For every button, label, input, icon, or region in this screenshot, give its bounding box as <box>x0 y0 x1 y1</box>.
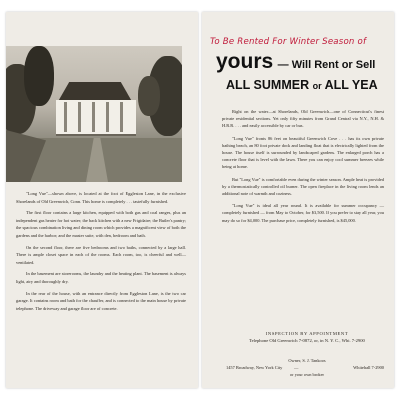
headline-main: yours <box>216 50 274 73</box>
subheadline <box>226 78 378 92</box>
address: 1457 Broadway, New York City <box>226 365 283 370</box>
owner-contact <box>222 357 392 378</box>
right-body-text <box>222 108 384 229</box>
subhead-part: ALL YEA <box>321 78 378 92</box>
inspection-phone: Telephone Old Greenwich 7-0872, or, in N. Y. C., Whi. 7-2900 <box>249 338 365 343</box>
headline <box>216 50 375 74</box>
right-page <box>202 12 394 388</box>
house-facade <box>56 100 136 136</box>
house-photo <box>6 46 182 182</box>
tree <box>24 46 54 106</box>
paragraph: The first floor contains a large kitchen, equipped with both gas and coal ranges, plus an independent gas heater for hot water; the back kitchen with a new Frigidaire; the Butler's pantry; the spacious combination living and dining room which provides a magnificent view of both the gardens and the harbor; and the master suite, with den, bedroom and bath. <box>16 210 186 238</box>
broker-line: or your own broker <box>289 372 325 377</box>
paragraph: But "Long Vue" is comfortable even during the winter season. Ample heat is provided by a thermostatically controlled oil burner. The open fireplace in the living room lends an additional note of warmth and coziness. <box>222 176 384 197</box>
paragraph: "Long Vue" is ideal all year round. It is available for summer occupancy — completely furnished — from May to October, for $3,500. If you prefer to stay all year, you may do so for $4,000. The purchase price, completely furnished, is $45,000. <box>222 203 384 223</box>
owner-line: Owner, S. J. Tankoos <box>288 358 326 363</box>
paragraph: On the second floor, there are five bedrooms and two baths, connected by a large hall. There is ample closet space in each of the rooms. Each room, too, is cheerful and well—ventilated. <box>16 244 186 265</box>
dash: — <box>294 365 299 370</box>
subhead-or: or <box>312 81 322 91</box>
house-roof <box>52 82 138 100</box>
porch-column <box>120 102 123 132</box>
paragraph: "Long Vue"—shown above, is located at the foot of Eggleston Lane, in the exclusive Shorelands of Old Greenwich, Conn. This home is completely . . . tastefully furnished. <box>16 191 186 204</box>
handwritten-note: To Be Rented For Winter Season of <box>210 37 367 47</box>
left-page <box>6 12 198 388</box>
porch-column <box>78 102 81 132</box>
paragraph: In the rear of the house, with an entrance directly from Eggleston Lane, is the two car garage. It contains room and bath for the chauffer, and is connected to the main house by private telephone. The driveway and garage floor are of concrete. <box>16 290 186 311</box>
left-body-text <box>16 190 186 316</box>
inspection-block <box>222 330 392 344</box>
inspection-title: INSPECTION BY APPOINTMENT <box>265 331 349 336</box>
paragraph: "Long Vue" fronts 86 feet on beautiful Greenwich Cove . . . has its own private bathing beach, an 80 foot private dock and landing float that is electrically lighted from the house. The house itself is surrounded by landscaped gardens. The enlarged porch has a concrete floor that is level with the lawn. There you can enjoy cool summer breezes while being at home. <box>222 135 384 170</box>
porch-column <box>106 102 109 132</box>
headline-rest: — Will Rent or Sell <box>277 59 376 71</box>
paragraph: Right on the water—at Shorelands, Old Greenwich—one of Connecticut's finest private residential sections. Yet only fifty minutes from Grand Central via N.Y., N.H. & H.R.R. . . . and easily accessible by car or bus. <box>222 109 384 129</box>
porch-column <box>64 102 67 132</box>
address-line <box>222 364 392 371</box>
phone: Whitehall 7-2900 <box>353 365 384 370</box>
subhead-part: ALL SUMMER <box>226 78 313 92</box>
porch-column <box>92 102 95 132</box>
paragraph: In the basement are storerooms, the laundry and the heating plant. The basement is always light, airy and thoroughly dry. <box>16 271 186 284</box>
tree <box>138 76 160 116</box>
